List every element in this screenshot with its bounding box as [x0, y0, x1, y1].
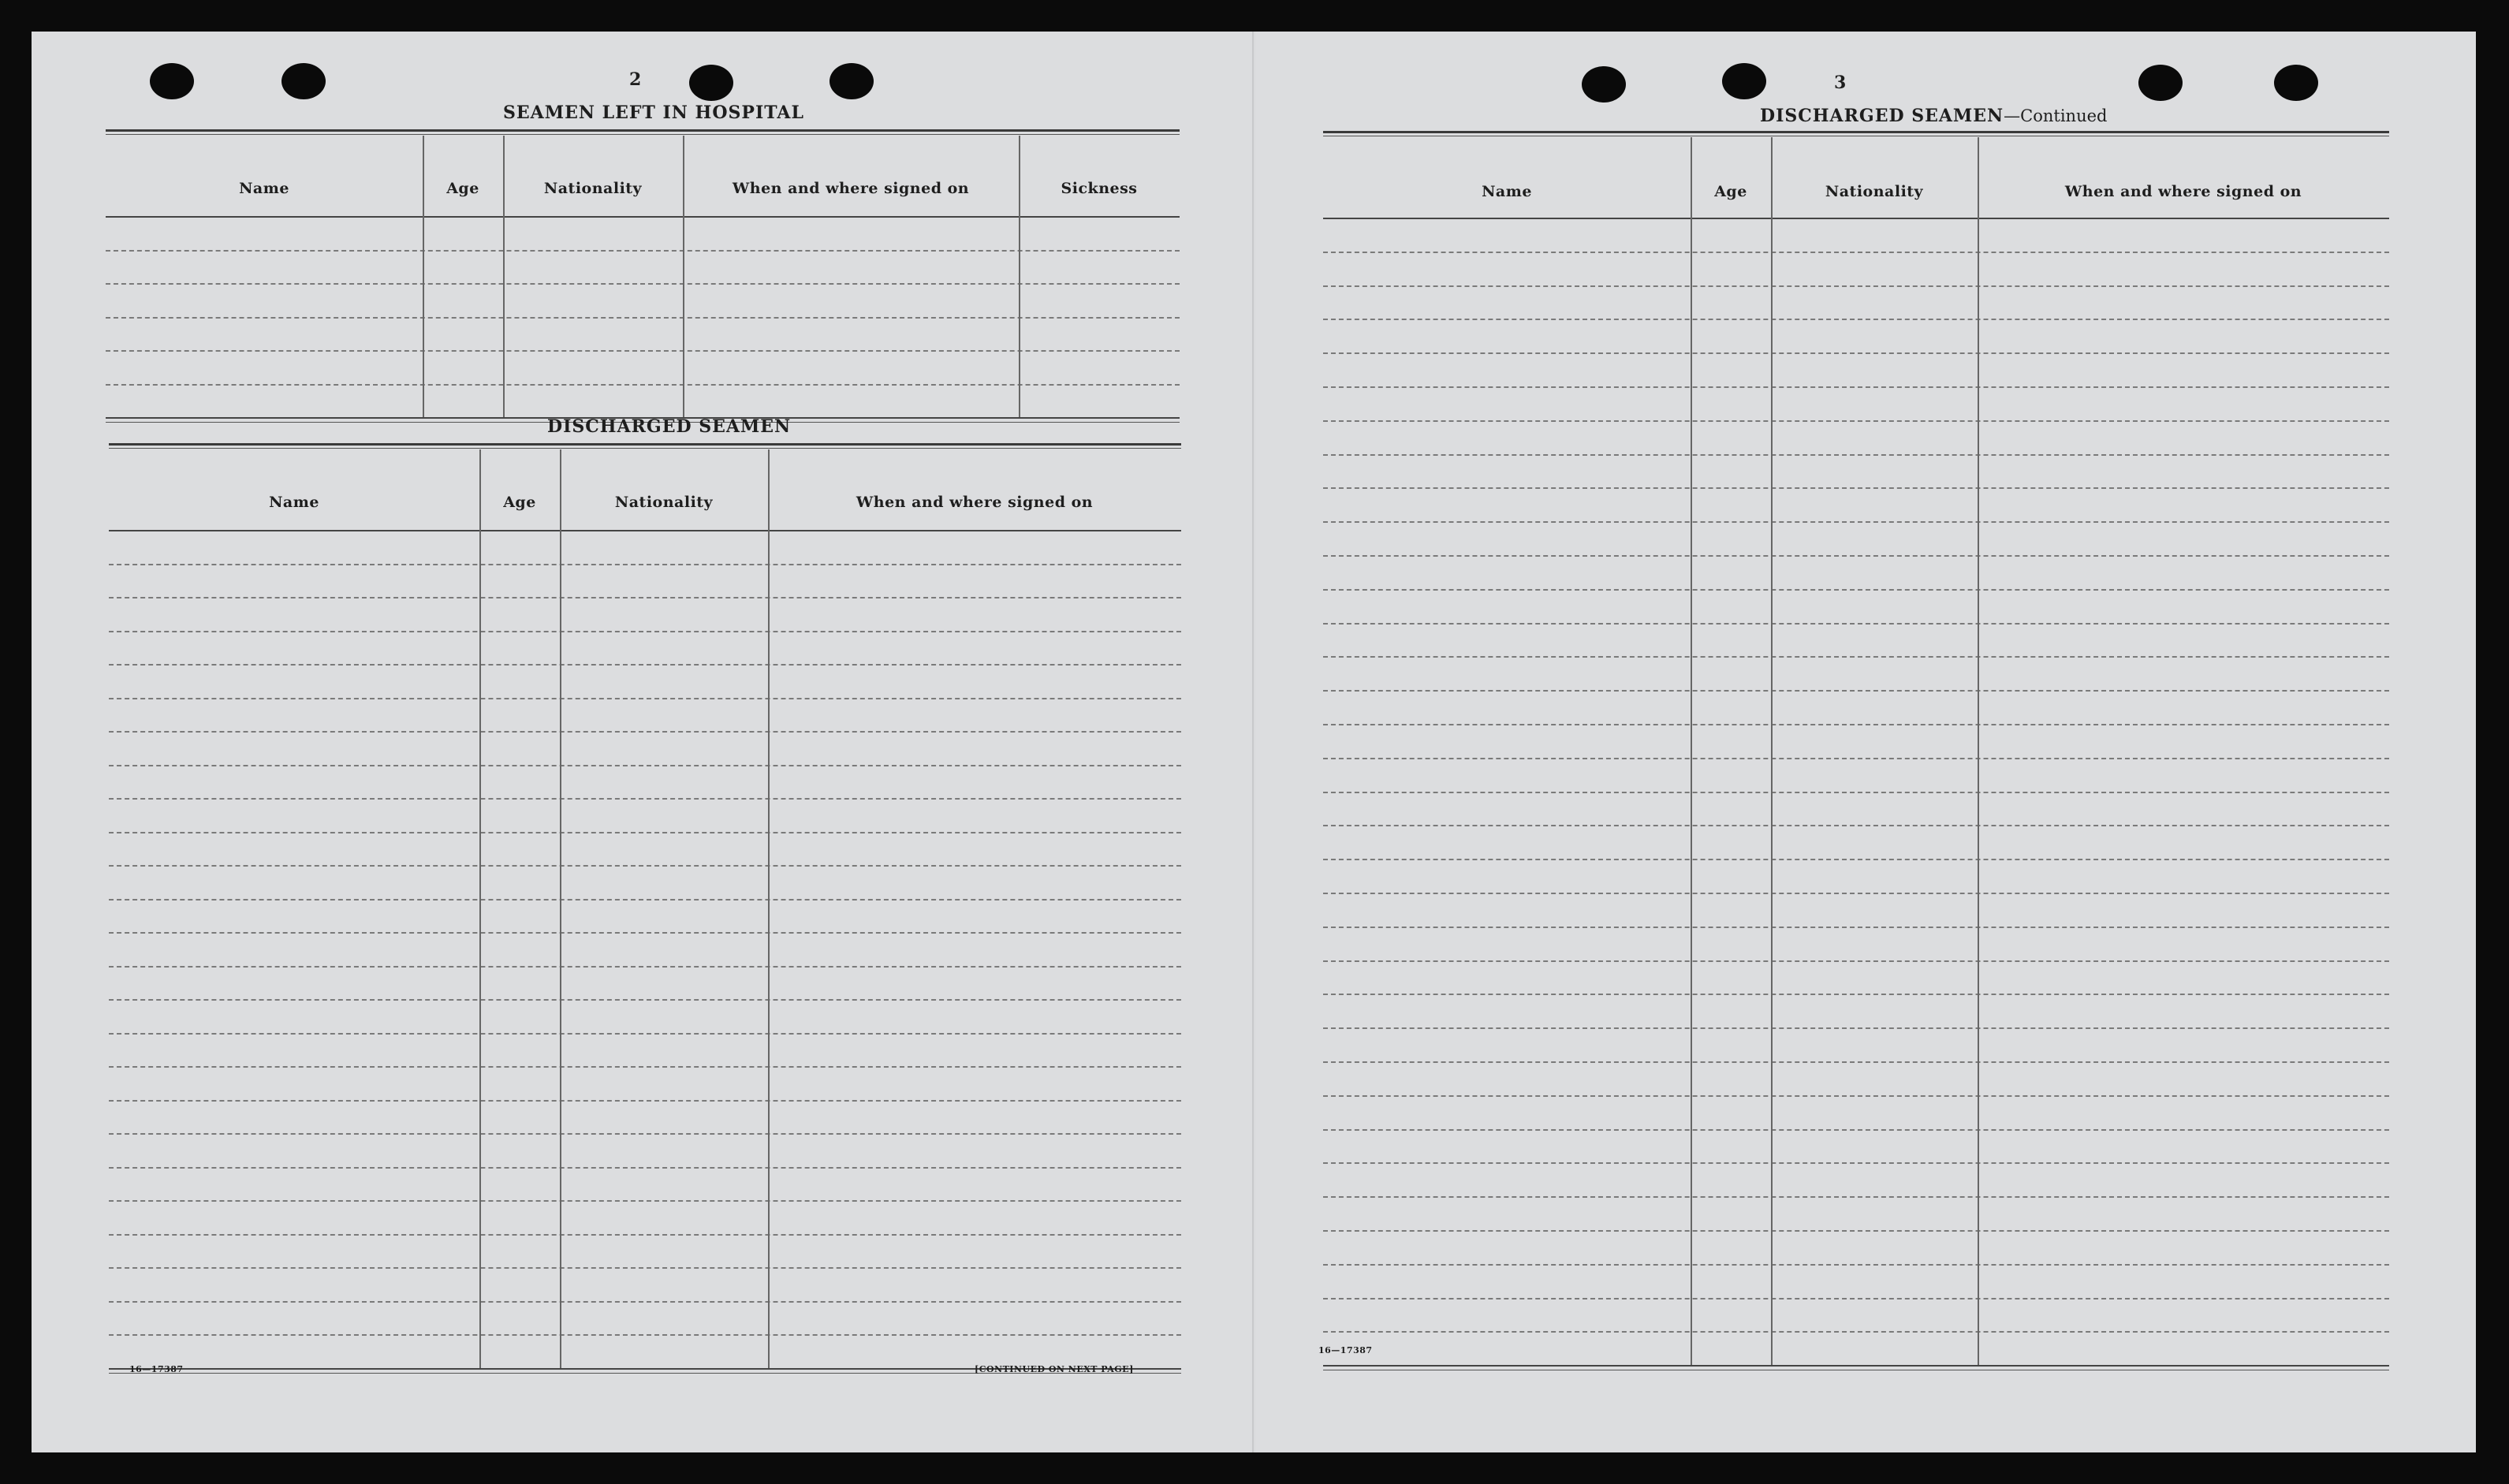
column-header-nationality: Nationality [1825, 183, 1924, 200]
column-divider [1019, 136, 1020, 417]
table-row [1323, 521, 2389, 523]
table-row [1323, 487, 2389, 489]
column-header-when-where: When and where signed on [856, 494, 1094, 511]
column-header-nationality: Nationality [543, 180, 643, 197]
column-divider [1978, 137, 1979, 1365]
punch-hole [150, 63, 194, 99]
punch-hole [689, 65, 733, 101]
table-row [1323, 352, 2389, 354]
page-number: 3 [1834, 73, 1847, 93]
table-row [109, 865, 1181, 867]
continued-note: [CONTINUED ON NEXT PAGE] [975, 1364, 1134, 1374]
table-row [1323, 420, 2389, 422]
title-main: DISCHARGED SEAMEN [1760, 106, 2004, 126]
table-row [1323, 1365, 2389, 1367]
title-suffix: —Continued [2004, 106, 2108, 125]
table-row [109, 698, 1181, 699]
table-row [109, 1033, 1181, 1035]
table-row [109, 765, 1181, 766]
table-row [1323, 252, 2389, 253]
form-number: 16—17387 [129, 1364, 184, 1374]
table-row [109, 999, 1181, 1001]
column-header-when-where: When and where signed on [732, 180, 970, 197]
table-row [1323, 555, 2389, 557]
table-row [109, 832, 1181, 833]
column-header-when-where: When and where signed on [2064, 183, 2302, 200]
table-row [1323, 1162, 2389, 1164]
punch-hole [2274, 65, 2318, 101]
table-row [109, 1234, 1181, 1236]
table-row [1323, 690, 2389, 692]
column-divider [479, 449, 481, 1368]
table-row [1323, 1061, 2389, 1063]
discharged-continued-table [1323, 131, 2389, 1377]
table-row [1323, 1027, 2389, 1029]
punch-hole [281, 63, 326, 99]
table-row [1323, 1331, 2389, 1333]
table-row [109, 1100, 1181, 1102]
table-row [109, 1200, 1181, 1202]
table-row [109, 1334, 1181, 1336]
table-row [1323, 1298, 2389, 1299]
table-row [1323, 859, 2389, 860]
table-row [1323, 319, 2389, 320]
column-header-age: Age [446, 180, 479, 197]
table-row [1323, 758, 2389, 759]
table-row [1323, 893, 2389, 894]
hospital-table [106, 129, 1180, 429]
punch-hole [2138, 65, 2183, 101]
scanned-form [32, 32, 2476, 1452]
table-row [1323, 454, 2389, 456]
table-row [1323, 1196, 2389, 1198]
table-row [1323, 1264, 2389, 1266]
column-divider [1691, 137, 1692, 1365]
table-row [1323, 927, 2389, 928]
table-row [1323, 994, 2389, 995]
column-header-name: Name [239, 180, 289, 197]
table-row [109, 899, 1181, 900]
table-row [109, 1267, 1181, 1269]
table-row [1323, 589, 2389, 591]
column-divider [503, 136, 505, 417]
right-page [1255, 32, 2476, 1452]
table-row [1323, 792, 2389, 793]
column-header-age: Age [1714, 183, 1747, 200]
table-row [109, 798, 1181, 800]
table-row [109, 597, 1181, 598]
table-row [109, 1133, 1181, 1135]
column-divider [768, 449, 770, 1368]
table-row [1323, 960, 2389, 962]
column-header-age: Age [503, 494, 536, 511]
column-header-nationality: Nationality [614, 494, 714, 511]
discharged-continued-title [1760, 106, 2107, 126]
table-row [109, 631, 1181, 632]
column-divider [423, 136, 424, 417]
column-header-sickness: Sickness [1061, 180, 1138, 197]
column-divider [560, 449, 561, 1368]
table-row [1323, 1230, 2389, 1232]
column-header-name: Name [269, 494, 319, 511]
hospital-section-title: SEAMEN LEFT IN HOSPITAL [503, 103, 804, 123]
table-row [109, 564, 1181, 565]
table-row [109, 1167, 1181, 1169]
column-divider [1771, 137, 1773, 1365]
left-page [32, 32, 1254, 1452]
punch-hole [1722, 63, 1766, 99]
table-row [1323, 1095, 2389, 1097]
discharged-section-title: DISCHARGED SEAMEN [547, 416, 792, 437]
punch-hole [1582, 66, 1626, 103]
table-row [1323, 623, 2389, 625]
form-number: 16—17387 [1318, 1345, 1373, 1355]
column-header-name: Name [1482, 183, 1532, 200]
punch-hole [829, 63, 874, 99]
table-row [1323, 825, 2389, 826]
table-row [1323, 724, 2389, 725]
header-divider [109, 530, 1181, 531]
page-number: 2 [629, 69, 642, 90]
discharged-table [109, 443, 1181, 1389]
header-divider [1323, 218, 2389, 219]
table-row [109, 932, 1181, 934]
table-row [1323, 386, 2389, 388]
table-row [1323, 656, 2389, 658]
table-row [1323, 1129, 2389, 1131]
table-row [109, 966, 1181, 968]
column-divider [683, 136, 684, 417]
table-row [109, 1301, 1181, 1303]
table-row [109, 1066, 1181, 1068]
table-row [109, 731, 1181, 733]
table-row [109, 664, 1181, 666]
table-row [1323, 285, 2389, 287]
